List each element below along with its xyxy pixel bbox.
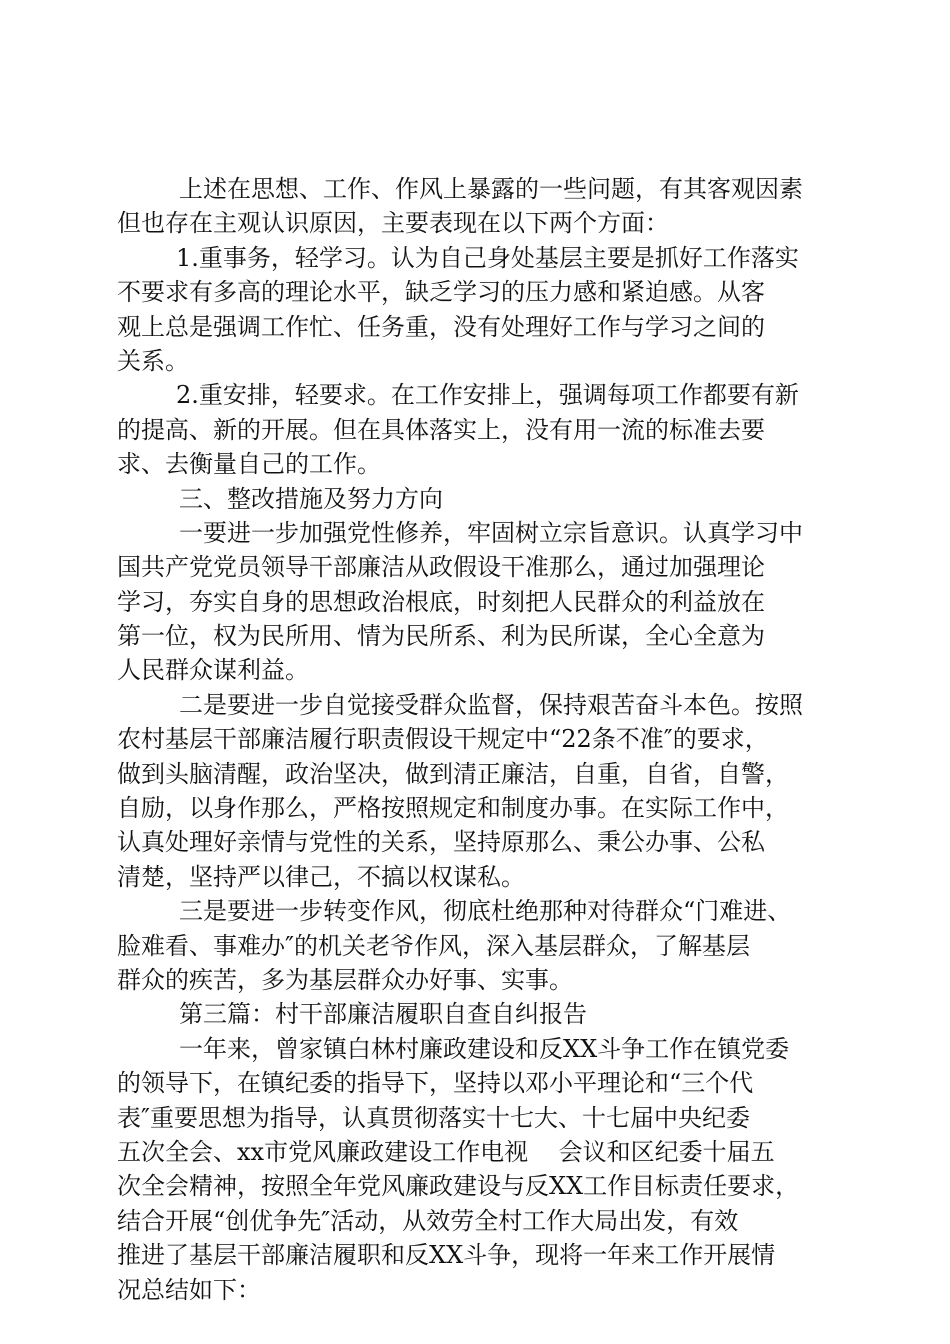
document-body (117, 172, 837, 1307)
paragraph-line: 农村基层干部廉洁履行职责假设干规定中“22条不准″的要求， (117, 725, 769, 754)
paragraph-line: 自励，以身作那么，严格按照规定和制度办事。在实际工作中， (117, 794, 789, 823)
paragraph-line: 况总结如下： (117, 1275, 261, 1304)
paragraph-line: 认真处理好亲情与党性的关系，坚持原那么、秉公办事、公私 (117, 828, 765, 857)
paragraph-line: 五次全会、xx市党风廉政建设工作电视 会议和区纪委十届五 (117, 1137, 775, 1166)
paragraph-line: 不要求有多高的理论水平，缺乏学习的压力感和紧迫感。从客 (117, 278, 765, 307)
paragraph-line: 二是要进一步自觉接受群众监督，保持艰苦奋斗本色。按照 (179, 690, 803, 719)
paragraph-line: 三是要进一步转变作风，彻底杜绝那种对待群众“门难进、 (179, 897, 792, 926)
paragraph-line: 的领导下，在镇纪委的指导下，坚持以邓小平理论和“三个代 (117, 1069, 754, 1098)
paragraph-line: 2.重安排，轻要求。在工作安排上，强调每项工作都要有新 (176, 381, 799, 410)
paragraph-line: 第一位，权为民所用、情为民所系、利为民所谋，全心全意为 (117, 622, 765, 651)
paragraph-line: 次全会精神，按照全年党风廉政建设与反XX工作目标责任要求， (117, 1172, 800, 1201)
paragraph-line: 学习，夯实自身的思想政治根底，时刻把人民群众的利益放在 (117, 587, 765, 616)
paragraph-line: 人民群众谋利益。 (117, 656, 309, 685)
chapter-title: 第三篇：村干部廉洁履职自查自纠报告 (179, 1000, 587, 1029)
paragraph-line: 推进了基层干部廉洁履职和反XX斗争，现将一年来工作开展情 (117, 1241, 776, 1270)
paragraph-line: 但也存在主观认识原因，主要表现在以下两个方面： (117, 209, 669, 238)
paragraph-line: 1.重事务，轻学习。认为自己身处基层主要是抓好工作落实 (176, 243, 799, 272)
section-heading: 三、整改措施及努力方向 (179, 484, 443, 513)
paragraph-line: 脸难看、事难办″的机关老爷作风，深入基层群众，了解基层 (117, 931, 750, 960)
paragraph-line: 的提高、新的开展。但在具体落实上，没有用一流的标准去要 (117, 415, 765, 444)
paragraph-line: 清楚，坚持严以律己，不搞以权谋私。 (117, 862, 525, 891)
paragraph-line: 国共产党党员领导干部廉洁从政假设干准那么，通过加强理论 (117, 553, 765, 582)
paragraph-line: 一要进一步加强党性修养，牢固树立宗旨意识。认真学习中 (179, 518, 803, 547)
paragraph-line: 表″重要思想为指导，认真贯彻落实十七大、十七届中央纪委 (117, 1103, 750, 1132)
paragraph-line: 做到头脑清醒，政治坚决，做到清正廉洁，自重，自省，自警， (117, 759, 789, 788)
paragraph-line: 上述在思想、工作、作风上暴露的一些问题，有其客观因素 (179, 175, 803, 203)
paragraph-line: 结合开展“创优争先″活动，从效劳全村工作大局出发，有效 (117, 1206, 739, 1235)
paragraph-line: 一年来，曾家镇白林村廉政建设和反XX斗争工作在镇党委 (179, 1034, 790, 1063)
paragraph-line: 求、去衡量自己的工作。 (117, 450, 381, 479)
paragraph-line: 关系。 (117, 346, 189, 375)
paragraph-line: 群众的疾苦，多为基层群众办好事、实事。 (117, 965, 573, 994)
paragraph-line: 观上总是强调工作忙、任务重，没有处理好工作与学习之间的 (117, 312, 765, 341)
